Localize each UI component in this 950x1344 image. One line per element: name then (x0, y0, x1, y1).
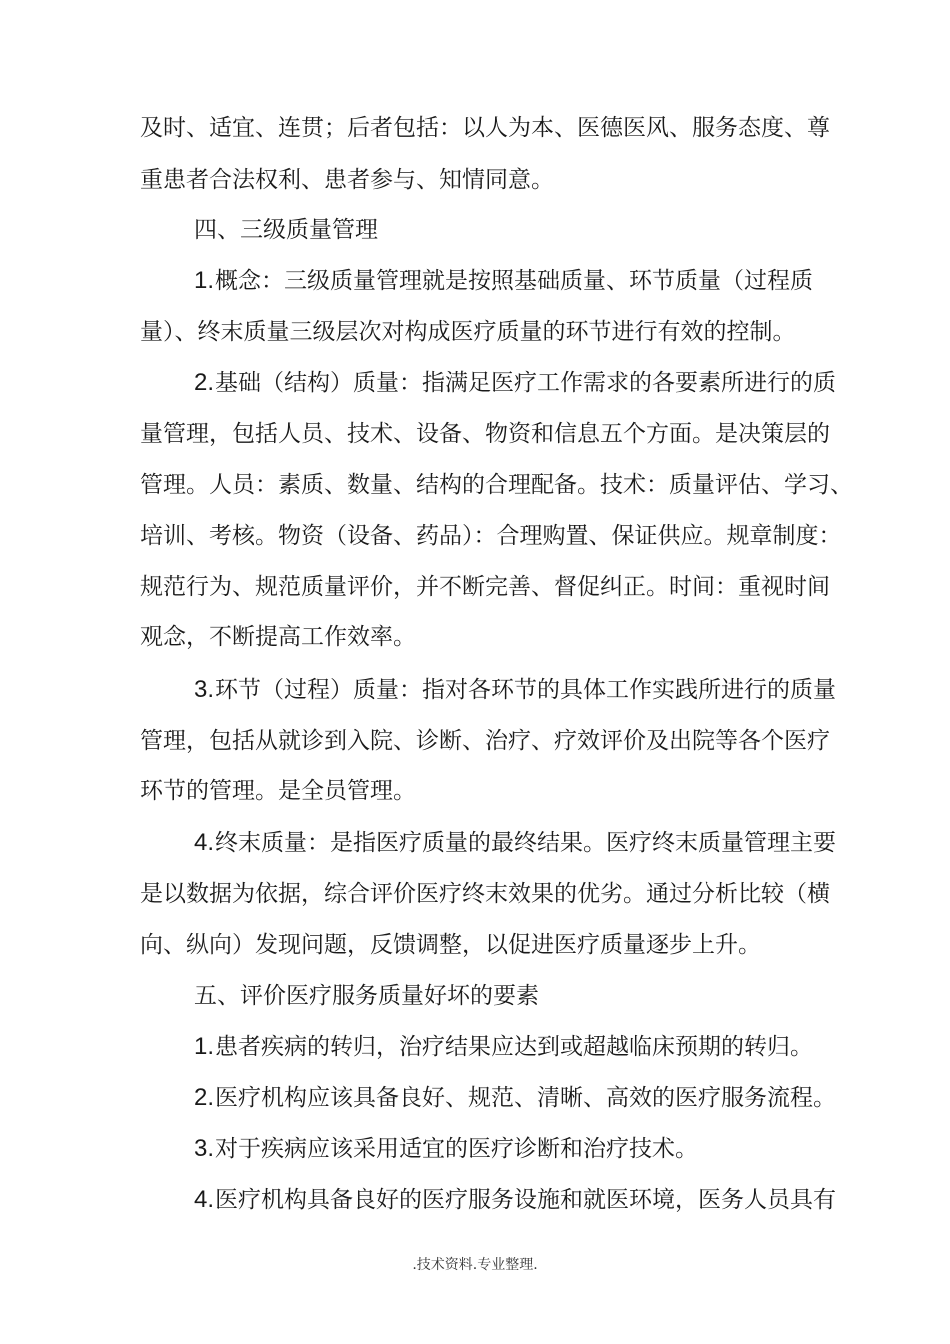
text-line: 量）、终末质量三级层次对构成医疗质量的环节进行有效的控制。 (140, 319, 796, 345)
text-line: 环节的管理。是全员管理。 (140, 778, 416, 804)
text-line: 规范行为、规范质量评价，并不断完善、督促纠正。时间：重视时间 (140, 574, 830, 600)
text-line: 是以数据为依据，综合评价医疗终末效果的优劣。通过分析比较（横 (140, 881, 830, 907)
text-line: 向、纵向）发现问题，反馈调整，以促进医疗质量逐步上升。 (140, 932, 761, 958)
list-item: 1.患者疾病的转归，治疗结果应达到或超越临床预期的转归。 (194, 1033, 814, 1060)
text-line: 重患者合法权利、患者参与、知情同意。 (140, 167, 554, 193)
list-item: 3.对于疾病应该采用适宜的医疗诊断和治疗技术。 (194, 1135, 699, 1162)
text-line: 管理。人员：素质、数量、结构的合理配备。技术：质量评估、学习、 (140, 472, 853, 498)
list-item: 4.医疗机构具备良好的医疗服务设施和就医环境，医务人员具有 (194, 1186, 837, 1213)
list-item: 4.终末质量：是指医疗质量的最终结果。医疗终末质量管理主要 (194, 829, 837, 856)
list-item: 1.概念：三级质量管理就是按照基础质量、环节质量（过程质 (194, 267, 814, 294)
text-line: 培训、考核。物资（设备、药品）：合理购置、保证供应。规章制度： (140, 523, 842, 549)
text-line: 观念，不断提高工作效率。 (140, 624, 416, 650)
text-line: 及时、适宜、连贯；后者包括：以人为本、医德医风、服务态度、尊 (140, 115, 830, 141)
page-footer: .技术资料.专业整理. (412, 1257, 538, 1273)
text-line: 管理，包括从就诊到入院、诊断、治疗、疗效评价及出院等各个医疗 (140, 728, 830, 754)
text-line: 量管理，包括人员、技术、设备、物资和信息五个方面。是决策层的 (140, 421, 830, 447)
list-item: 2.医疗机构应该具备良好、规范、清晰、高效的医疗服务流程。 (194, 1084, 837, 1111)
list-item: 2.基础（结构）质量：指满足医疗工作需求的各要素所进行的质 (194, 369, 837, 396)
section-heading: 四、三级质量管理 (194, 217, 378, 243)
section-heading: 五、评价医疗服务质量好坏的要素 (194, 983, 539, 1009)
list-item: 3.环节（过程）质量：指对各环节的具体工作实践所进行的质量 (194, 676, 837, 703)
